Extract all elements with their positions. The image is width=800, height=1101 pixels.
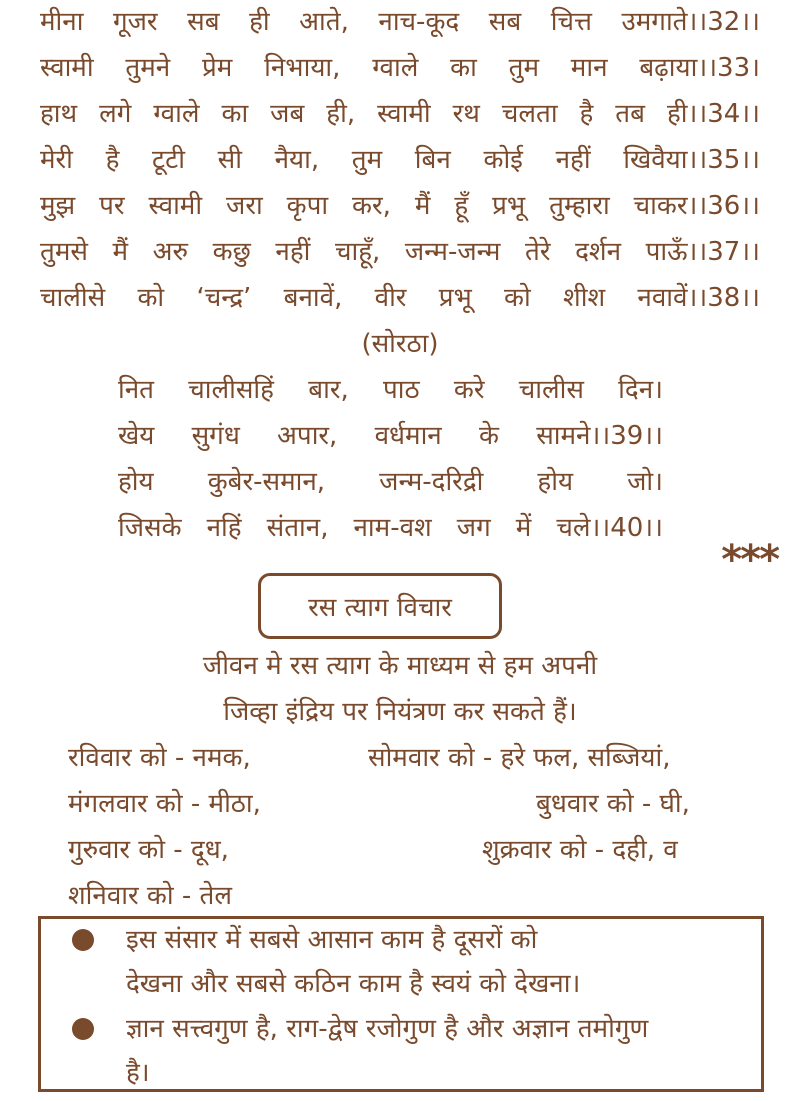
- bullet-icon: [72, 929, 94, 951]
- rasa-item: रविवार को - नमक,: [68, 743, 251, 773]
- soratha-line: होय कुबेर-समान, जन्म-दरिद्री होय जो।: [118, 467, 663, 497]
- quote-line: देखना और सबसे कठिन काम है स्वयं को देखना।: [126, 969, 581, 999]
- section-title: रस त्याग विचार: [308, 593, 452, 623]
- rasa-item: मंगलवार को - मीठा,: [68, 789, 261, 819]
- verse-line: हाथ लगे ग्वाले का जब ही, स्वामी रथ चलता है तब ही।।34।।: [40, 99, 760, 129]
- verse-line: स्वामी तुमने प्रेम निभाया, ग्वाले का तुम मान बढ़ाया।।33।: [40, 53, 760, 83]
- verse-line: मेरी है टूटी सी नैया, तुम बिन कोई नहीं खिवैया।।35।।: [40, 145, 760, 175]
- rasa-item: शनिवार को - तेल: [68, 881, 232, 911]
- verse-line: तुमसे मैं अरु कछु नहीं चाहूँ, जन्म-जन्म तेरे दर्शन पाऊँ।।37।।: [40, 237, 760, 267]
- rasa-item: सोमवार को - हरे फल, सब्जियां,: [368, 743, 671, 773]
- bullet-icon: [72, 1018, 94, 1040]
- verse-line: मीना गूजर सब ही आते, नाच-कूद सब चित्त उमगाते।।32।।: [40, 7, 760, 37]
- soratha-line: नित चालीसहिं बार, पाठ करे चालीस दिन।: [118, 375, 663, 405]
- soratha-line: खेय सुगंध अपार, वर्धमान के सामने।।39।।: [118, 421, 663, 451]
- rasa-item: गुरुवार को - दूध,: [68, 835, 229, 865]
- section-divider-stars: ***: [721, 537, 778, 583]
- intro-line: जीवन मे रस त्याग के माध्यम से हम अपनी: [202, 651, 598, 681]
- intro-line: जिव्हा इंद्रिय पर नियंत्रण कर सकते हैं।: [223, 697, 577, 727]
- quote-line: इस संसार में सबसे आसान काम है दूसरों को: [126, 925, 538, 955]
- quote-line: ज्ञान सत्त्वगुण है, राग-द्वेष रजोगुण है और अज्ञान तमोगुण: [126, 1014, 649, 1044]
- verse-line: चालीसे को ‘चन्द्र’ बनावें, वीर प्रभू को शीश नवावें।।38।।: [40, 283, 760, 313]
- quote-line: है।: [126, 1058, 150, 1088]
- rasa-item: शुक्रवार को - दही, व: [482, 835, 678, 865]
- verse-line: मुझ पर स्वामी जरा कृपा कर, मैं हूँ प्रभू तुम्हारा चाकर।।36।।: [40, 191, 760, 221]
- section-title-box: [258, 573, 502, 639]
- rasa-item: बुधवार को - घी,: [536, 789, 690, 819]
- soratha-line: जिसके नहिं संतान, नाम-वश जग में चले।।40।।: [118, 513, 663, 543]
- soratha-heading: (सोरठा): [361, 329, 439, 359]
